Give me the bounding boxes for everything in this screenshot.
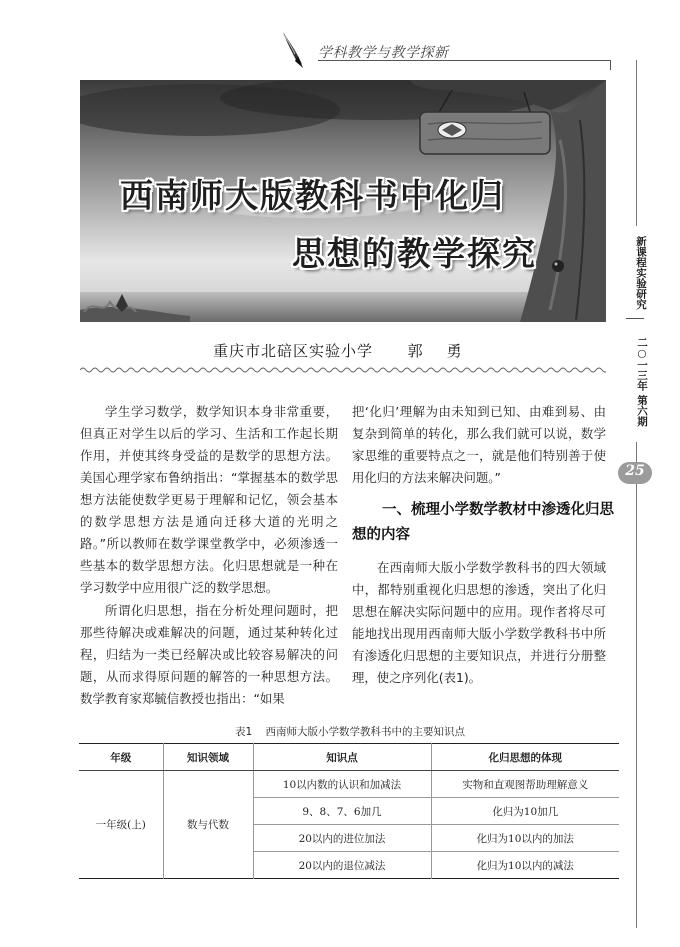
point-cell: 20以内的退位减法 [253,852,431,879]
reflection-cell: 化归为10以内的加法 [431,825,619,852]
header-domain: 知识领域 [163,744,253,771]
table-row [79,771,619,798]
knowledge-table [79,743,619,879]
domain-cell: 数与代数 [163,771,253,879]
point-cell: 20以内的进位加法 [253,825,431,852]
paragraph-4: 在西南师大版小学数学教科书的四大领域中，都特别重视化归思想的渗透，突出了化归思想在解决实际问题中的应用。现作者将尽可能地找出现用西南师大版小学数学教科书中所有渗透化归思想的主要知识点，并进行分册整理，使之序列化(表1)。 [352,560,606,685]
page-number: 25 [625,463,645,479]
pen-nib-icon [280,30,306,70]
wave-divider [80,366,606,374]
point-cell: 9、8、7、6加几 [253,798,431,825]
article-title-line-2: 思想的教学探究 [292,234,537,273]
point-cell: 10以内数的认识和加减法 [253,771,431,798]
header-tick [610,60,611,70]
running-header-title: 学科教学与教学探新 [318,45,449,61]
paragraph-2: 所谓化归思想，指在分析处理问题时，把那些待解决或难解决的问题，通过某种转化过程，归结为一类已经解决或比较容易解决的问题，从而求得原问题的解答的一种思想方法。数学教育家郑毓信教授也指出：“如果 [80,603,338,706]
side-tab-rule [626,318,644,319]
author-line: 重庆市北碚区实验小学 郭 勇 [213,342,463,360]
header-reflection: 化归思想的体现 [431,744,619,771]
header-point: 知识点 [253,744,431,771]
reflection-cell: 实物和直观图帮助理解意义 [431,771,619,798]
paragraph-3: 把‘化归’理解为由未知到已知、由难到易、由复杂到简单的转化，那么我们就可以说，数学家思维的重要特点之一，就是他们特别善于使用化归的方法来解决问题。” [352,404,606,485]
issue-info: 二○一三年 第六期 [636,337,648,427]
article-title-line-1: 西南师大版教科书中化归 [120,176,505,215]
table-caption: 表1 西南师大版小学数学教科书中的主要知识点 [234,726,466,738]
paragraph-1: 学生学习数学，数学知识本身非常重要，但真正对学生以后的学习、生活和工作起长期作用，并使其终身受益的是数学的思想方法。美国心理学家布鲁纳指出：“掌握基本的数学思想方法能使数学更易于理解和记忆，领会基本的数学思想方法是通向迁移大道的光明之路。”所以教师在数学课堂教学中，必须渗透一些基本的数学思想方法。化归思想就是一种在学习数学中应用很广泛的数学思想。 [80,404,338,595]
header-grade: 年级 [79,744,163,771]
table-header-row [79,744,619,771]
header-rule [318,60,610,61]
section-heading: 一、梳理小学数学教材中渗透化归思想的内容 [352,502,614,543]
title-banner [80,80,606,322]
reflection-cell: 化归为10加几 [431,798,619,825]
grade-cell: 一年级(上) [79,771,163,879]
margin-rule [636,60,637,928]
journal-name: 新课程实验研究 [635,236,647,310]
reflection-cell: 化归为10以内的减法 [431,852,619,879]
